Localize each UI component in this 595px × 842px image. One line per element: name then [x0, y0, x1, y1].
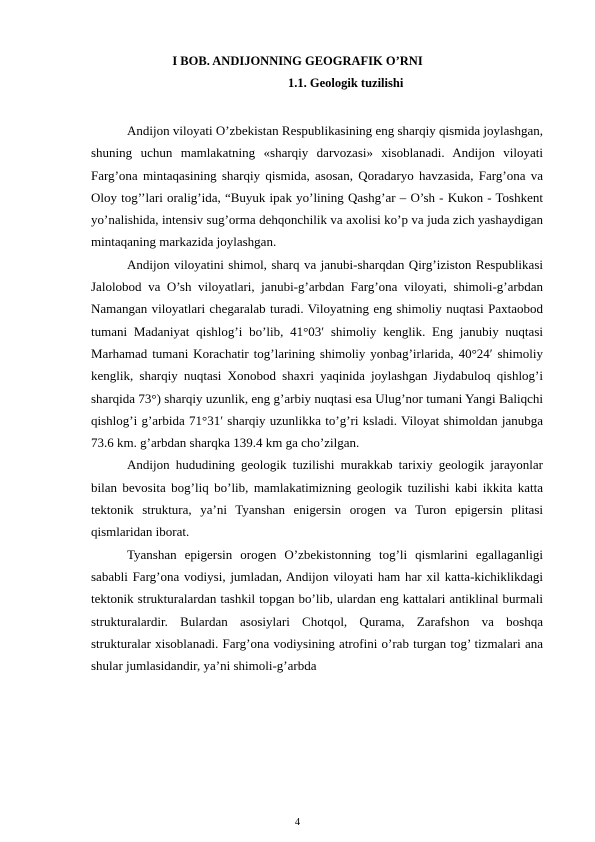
paragraph-location: Andijon viloyati O’zbekistan Respublikasining eng sharqiy qismida joylashgan, shuning uchun mamlakatning «sharqiy darvozasi» xisoblanadi. Andijon viloyati Farg’ona mintaqasining sharqiy qismida, asosan, Qoradaryo havzasida, Farg’ona va Oloy tog’’lari oralig’ida, “Buyuk ipak yo’lining Qashg’ar – O’sh - Kukon - Toshkent yo’nalishida, intensiv sug’orma dehqonchilik va axolisi ko’p va juda zich yashaydigan mintaqaning markazida joylashgan. [91, 123, 543, 250]
paragraph-borders: Andijon viloyatini shimol, sharq va janubi-sharqdan Qirg’iziston Respublikasi Jalolobod va O’sh viloyatlari, janubi-g’arbdan Farg’ona viloyati, shimoli-g’arbdan Namangan viloyatlari chegaralab turadi. Viloyatning eng shimoliy nuqtasi Paxtaobod tumani Madaniyat qishlog’i bo’lib, 41°03′ shimoliy kenglik. Eng janubiy nuqtasi Marhamad tumani Korachatir tog’larining shimoliy yonbag’irlarida, 40°24′ shimoliy kenglik, sharqiy nuqtasi Xonobod shaxri yaqinida joylashgan Jiydabuloq qishlog’i sharqida 73°) sharqiy uzunlik, eng g’arbiy nuqtasi esa Ulug’nor tumani Yangi Baliqchi qishlog’i g’arbida 71°31′ sharqiy uzunlikka to’g’ri ksladi. Viloyat shimoldan janubga 73.6 km. g’arbdan sharqka 139.4 km ga cho’zilgan. [91, 256, 543, 451]
page-number: 4 [294, 817, 301, 828]
body-text [91, 120, 543, 677]
chapter-title: I BOB. ANDIJONNING GEOGRAFIK O’RNI [172, 54, 423, 68]
section-title: 1.1. Geologik tuzilishi [288, 76, 404, 90]
paragraph-tyanshan: Tyanshan epigersin orogen O’zbekistonning tog’li qismlarini egallaganligi sababli Farg’ona vodiysi, jumladan, Andijon viloyati ham har xil katta-kichiklikdagi tektonik strukturalardan tashkil topgan bo’lib, ulardan eng kattalari antiklinal burmali strukturalardir. Bulardan asosiylari Chotqol, Qurama, Zarafshon va boshqa strukturalar xisoblanadi. Farg’ona vodiysining atrofini o’rab turgan tog’ tizmalari ana shular jumlasidandir, ya’ni shimoli-g’arbda [91, 546, 543, 674]
paragraph-geology: Andijon hududining geologik tuzilishi murakkab tarixiy geologik jarayonlar bilan bevosita bog’liq bo’lib, mamlakatimizning geologik tuzilishi kabi ikkita katta tektonik struktura, ya’ni Tyanshan enigersin orogen va Turon epigersin plitasi qismlaridan iborat. [91, 457, 543, 540]
